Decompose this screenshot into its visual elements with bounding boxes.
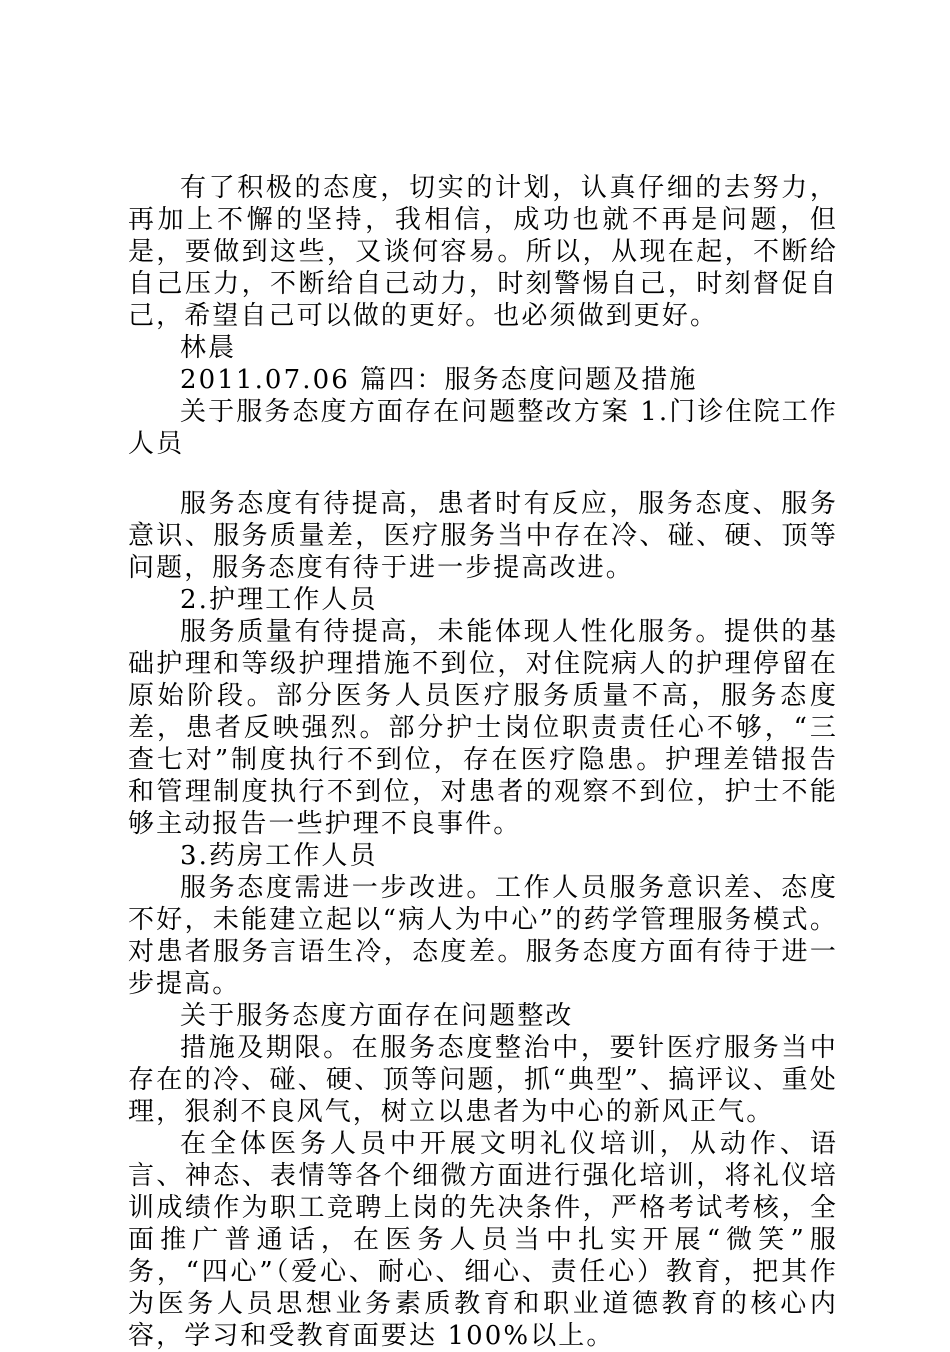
paragraph-etiquette-training: 在全体医务人员中开展文明礼仪培训，从动作、语言、神态、表情等各个细微方面进行强化培训，将礼仪培训成绩作为职工竞聘上岗的先决条件，严格考试考核，全面推广普通话，在医务人员当中扎实开展“微笑”服务，“四心”（爱心、耐心、细心、责任心）教育，把其作为医务人员思想业务素质教育和职业道德教育的核心内容，学习和受教育面要达 100%以上。	[128, 1129, 838, 1351]
author-name: 林晨	[180, 333, 237, 363]
paragraph-measures-deadline: 措施及期限。在服务态度整治中，要针医疗服务当中存在的冷、碰、硬、顶等问题，抓“典型”、搞评议、重处理，狠刹不良风气，树立以患者为中心的新风正气。	[128, 1033, 838, 1127]
paragraph-attitude-plan: 有了积极的态度，切实的计划，认真仔细的去努力，再加上不懈的坚持，我相信，成功也就不再是问题，但是，要做到这些，又谈何容易。所以，从现在起，不断给自己压力，不断给自己动力，时刻警惕自己，时刻督促自己，希望自己可以做的更好。也必须做到更好。	[128, 173, 838, 331]
heading-pharmacy-staff: 3.药房工作人员	[180, 841, 378, 871]
paragraph-nursing-staff: 服务质量有待提高，未能体现人性化服务。提供的基础护理和等级护理措施不到位，对住院病人的护理停留在原始阶段。部分医务人员医疗服务质量不高，服务态度差，患者反映强烈。部分护士岗位职责责任心不够，“三查七对”制度执行不到位，存在医疗隐患。护理差错报告和管理制度执行不到位，对患者的观察不到位，护士不能够主动报告一些护理不良事件。	[128, 617, 838, 839]
heading-rectification: 关于服务态度方面存在问题整改	[180, 1001, 574, 1031]
heading-nursing-staff: 2.护理工作人员	[180, 585, 378, 615]
document-body	[128, 172, 838, 1352]
paragraph-pharmacy-staff: 服务态度需进一步改进。工作人员服务意识差、态度不好，未能建立起以“病人为中心”的药学管理服务模式。对患者服务言语生冷，态度差。服务态度方面有待于进一步提高。	[128, 873, 838, 999]
paragraph-outpatient-staff: 服务态度有待提高，患者时有反应，服务态度、服务意识、服务质量差，医疗服务当中存在冷、碰、硬、顶等问题，服务态度有待于进一步提高改进。	[128, 489, 838, 583]
date-and-section-heading: 2011.07.06 篇四：服务态度问题及措施	[180, 365, 698, 395]
rectification-plan-title: 关于服务态度方面存在问题整改方案 1.门诊住院工作人员	[128, 397, 838, 459]
